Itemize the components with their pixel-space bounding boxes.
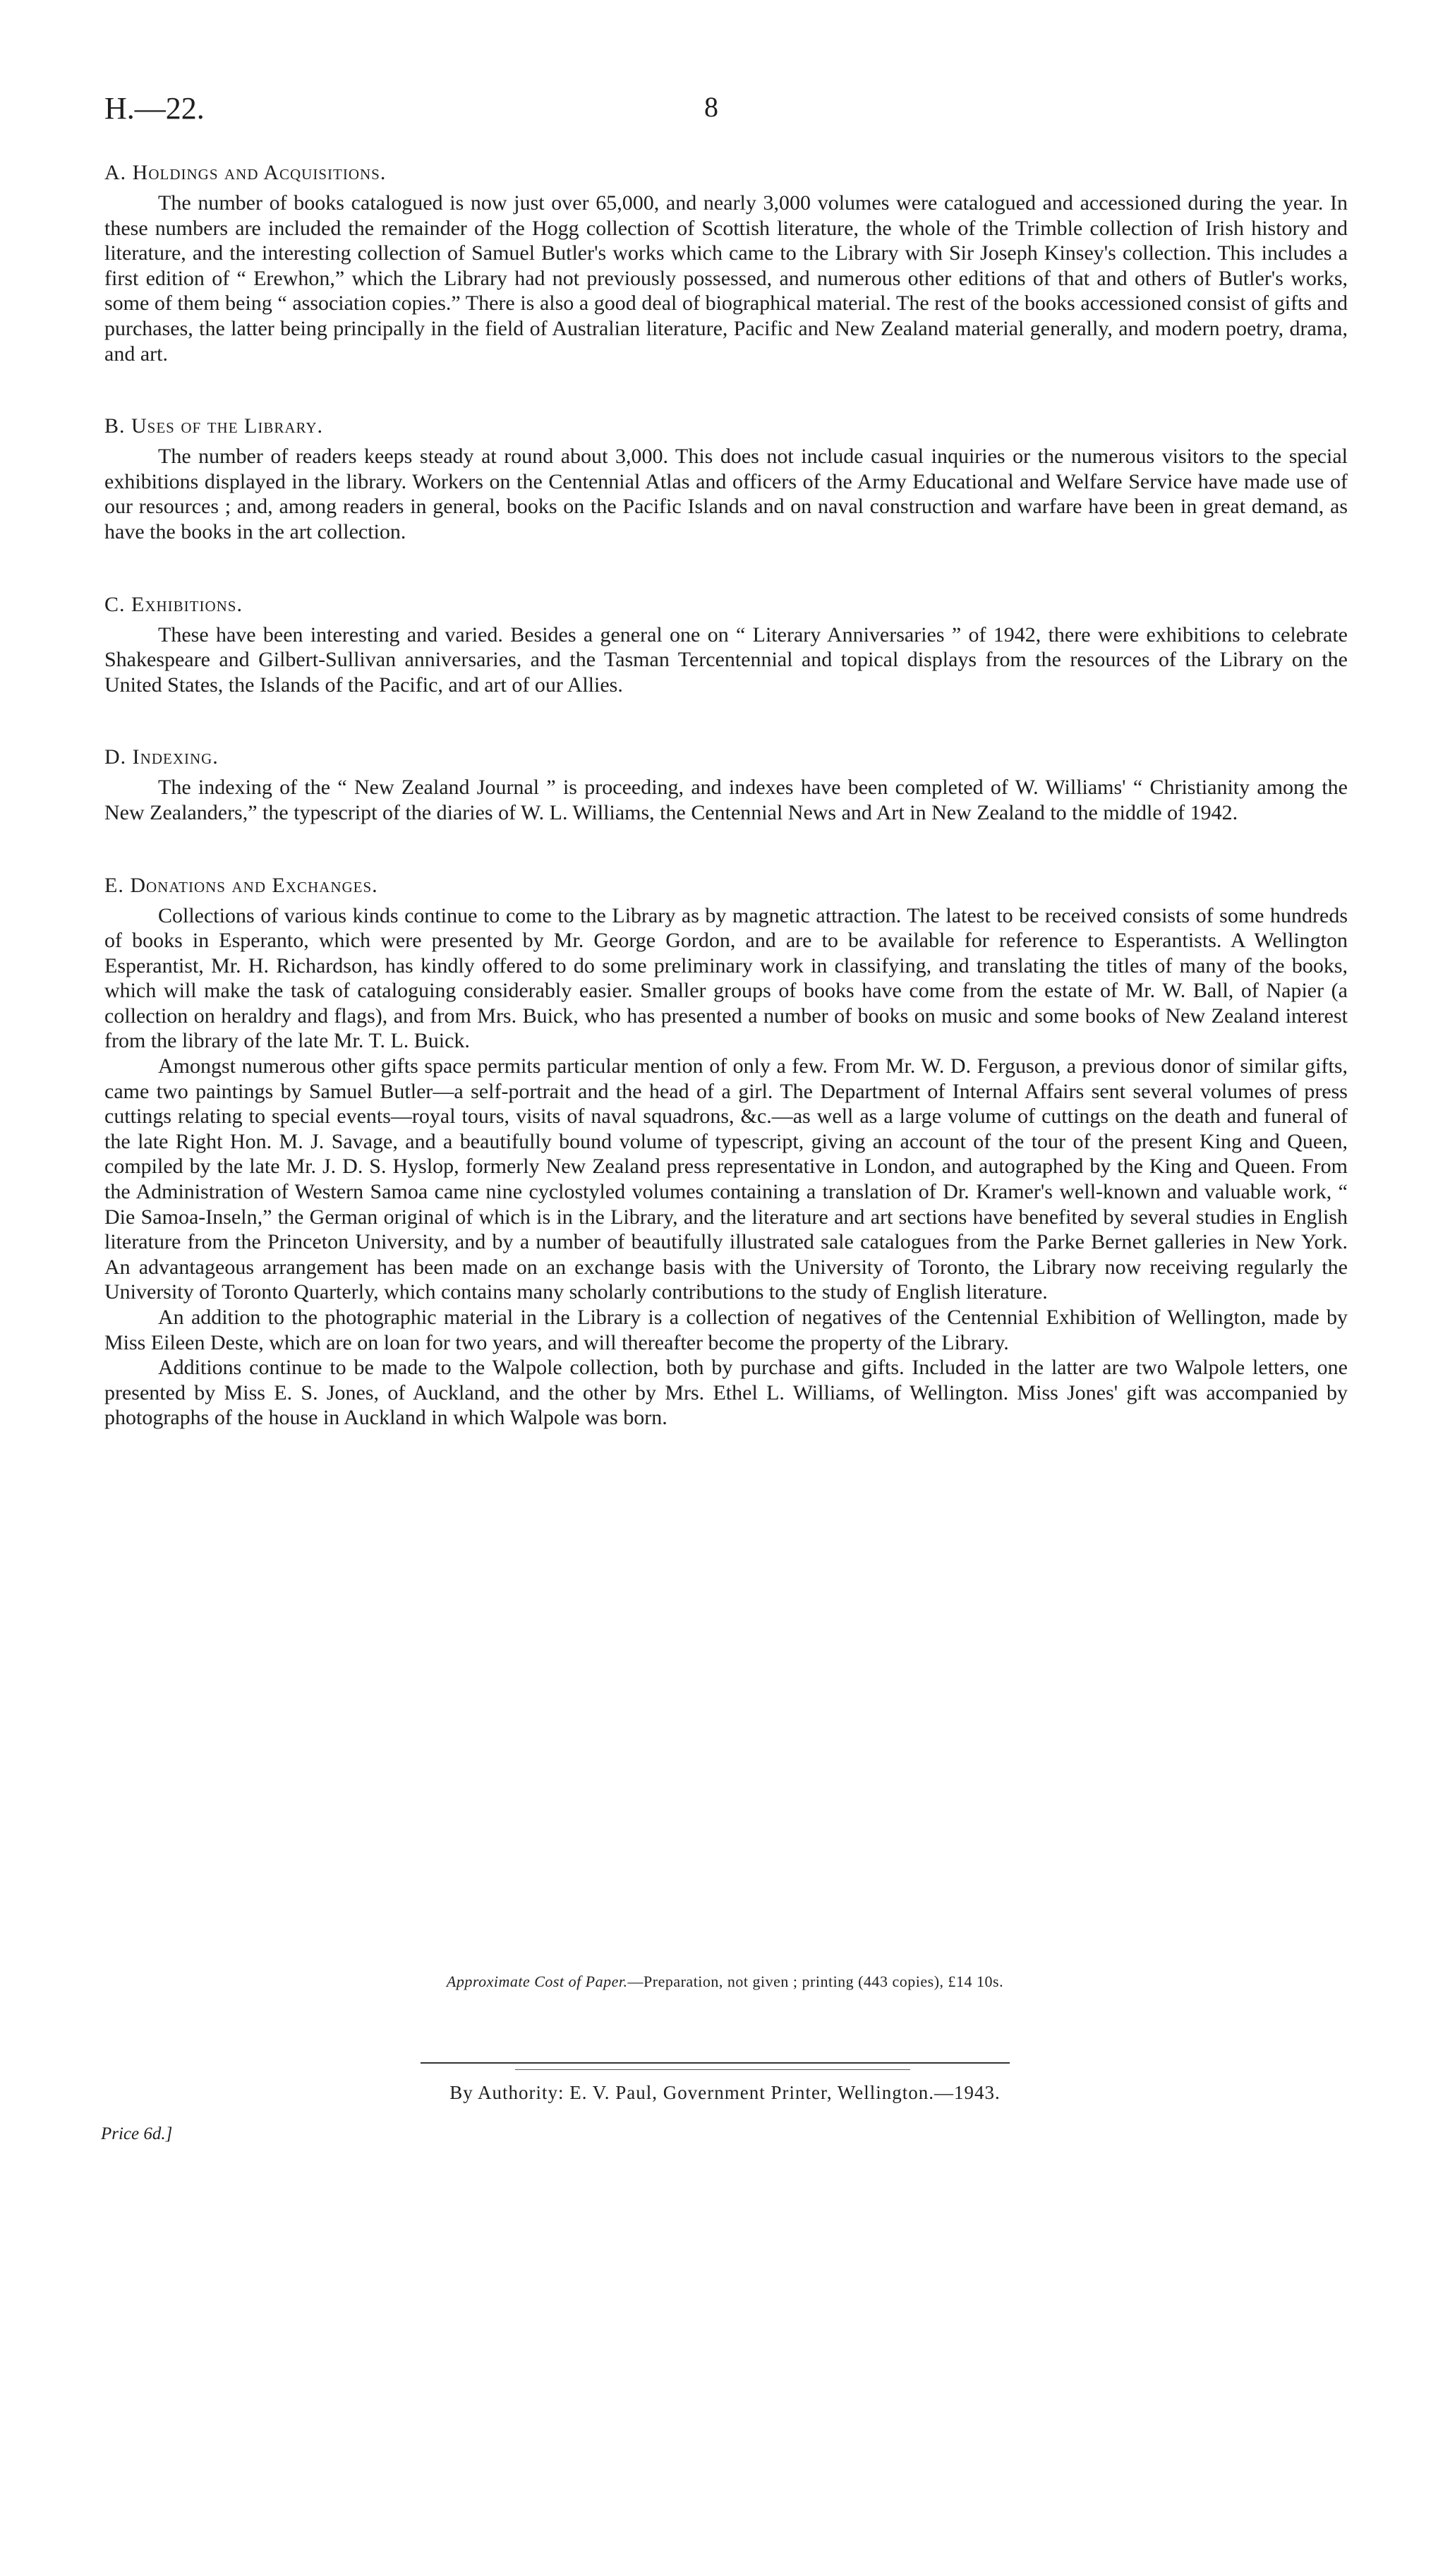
- divider-rule: [515, 2069, 910, 2070]
- paragraph: Additions continue to be made to the Walpole collection, both by purchase and gifts. Included in the latter are two Walpole letters, one presented by Miss E. S. Jones, of Auckland, and the other by Mrs. Ethel L. Williams, of Wellington. Miss Jones' gift was accompanied by photographs of the house in Auckland in which Walpole was born.: [104, 1356, 1348, 1430]
- paragraph: These have been interesting and varied. Besides a general one on “ Literary Anniversaries ” of 1942, there were exhibitions to celebrate Shakespeare and Gilbert-Sullivan anniversaries, and the Tasman Tercentennial and topical displays from the resources of the Library on the United States, the Islands of the Pacific, and art of our Allies.: [104, 622, 1348, 697]
- price-note: Price 6d.]: [101, 2124, 173, 2143]
- paragraph: The indexing of the “ New Zealand Journal ” is proceeding, and indexes have been completed of W. Williams' “ Christianity among the New Zealanders,” the typescript of the diaries of W. L. Williams, the Centennial News and Art in New Zealand to the middle of 1942.: [104, 776, 1348, 824]
- paragraph: Amongst numerous other gifts space permits particular mention of only a few. From Mr. W. D. Ferguson, a previous donor of similar gifts, came two paintings by Samuel Butler—a self-portrait and the head of a girl. The Department of Internal Affairs sent several volumes of press cuttings relating to special events—royal tours, visits of naval squadrons, &c.—as well as a large volume of cuttings on the death and funeral of the late Right Hon. M. J. Savage, and a beautifully bound volume of typescript, giving an account of the tour of the present King and Queen, compiled by the late Mr. J. D. S. Hyslop, formerly New Zealand press representative in London, and autographed by the King and Queen. From the Administration of Western Samoa came nine cyclostyled volumes containing a translation of Dr. Kramer's well-known and valuable work, “ Die Samoa-Inseln,” the German original of which is in the Library, and the literature and art sections have benefited by several studies in English literature from the Princeton University, and by a number of beautifully illustrated sale catalogues from the Parke Bernet galleries in New York. An advantageous arrangement has been made on an exchange basis with the University of Toronto, the Library now receiving regularly the University of Toronto Quarterly, which contains many scholarly contributions to the study of English literature.: [104, 1054, 1348, 1304]
- section-heading: B. Uses of the Library.: [104, 414, 324, 438]
- section-heading: C. Exhibitions.: [104, 592, 243, 616]
- document-number: H.—22.: [104, 91, 205, 126]
- printer-imprint: By Authority: E. V. Paul, Government Printer, Wellington.—1943.: [449, 2082, 1001, 2103]
- section-heading: A. Holdings and Acquisitions.: [104, 161, 387, 184]
- paragraph: Collections of various kinds continue to come to the Library as by magnetic attraction. The latest to be received consists of some hundreds of books in Esperanto, which were presented by Mr. George Gordon, and are to be available for reference to Esperantists. A Wellington Esperantist, Mr. H. Richardson, has kindly offered to do some preliminary work in classifying, and translating the titles of many of the books, which will make the task of cataloguing considerably easier. Smaller groups of books have come from the estate of Mr. W. Ball, of Napier (a collection on heraldry and flags), and from Mrs. Buick, who has presented a number of books on music and some books of New Zealand interest from the library of the late Mr. T. L. Buick.: [104, 903, 1348, 1053]
- divider-rule: [421, 2062, 1010, 2064]
- body-text: [104, 161, 1348, 1479]
- section-exhibitions: [104, 593, 1348, 698]
- section-heading: D. Indexing.: [104, 745, 219, 769]
- cost-label: Approximate Cost of Paper.: [446, 1973, 628, 1990]
- running-head: [104, 90, 1346, 133]
- section-uses: [104, 414, 1348, 544]
- section-holdings: [104, 161, 1348, 366]
- cost-text: —Preparation, not given ; printing (443 copies), £14 10s.: [627, 1973, 1004, 1990]
- paragraph: An addition to the photographic material in the Library is a collection of negatives of the Centennial Exhibition of Wellington, made by Miss Eileen Deste, which are on loan for two years, and will thereafter become the property of the Library.: [104, 1306, 1348, 1354]
- paragraph: The number of readers keeps steady at round about 3,000. This does not include casual inquiries or the numerous visitors to the special exhibitions displayed in the library. Workers on the Centennial Atlas and officers of the Army Educational and Welfare Service have made use of our resources ; and, among readers in general, books on the Pacific Islands and on naval construction and warfare have been in great demand, as have the books in the art collection.: [104, 445, 1348, 543]
- section-heading: E. Donations and Exchanges.: [104, 873, 378, 897]
- section-donations: [104, 874, 1348, 1431]
- page-number: 8: [704, 91, 718, 123]
- paragraph: The number of books catalogued is now just over 65,000, and nearly 3,000 volumes were catalogued and accessioned during the year. In these numbers are included the remainder of the Hogg collection of Scottish literature, the whole of the Trimble collection of Irish history and literature, and the interesting collection of Samuel Butler's works which came to the Library with Sir Joseph Kinsey's collection. This includes a first edition of “ Erewhon,” which the Library had not previously possessed, and numerous other editions of that and others of Butler's works, some of them being “ association copies.” There is also a good deal of biographical material. The rest of the books accessioned consist of gifts and purchases, the latter being principally in the field of Australian literature, Pacific and New Zealand material generally, and modern poetry, drama, and art.: [104, 191, 1348, 366]
- section-indexing: [104, 745, 1348, 825]
- cost-note: [0, 1973, 1450, 1991]
